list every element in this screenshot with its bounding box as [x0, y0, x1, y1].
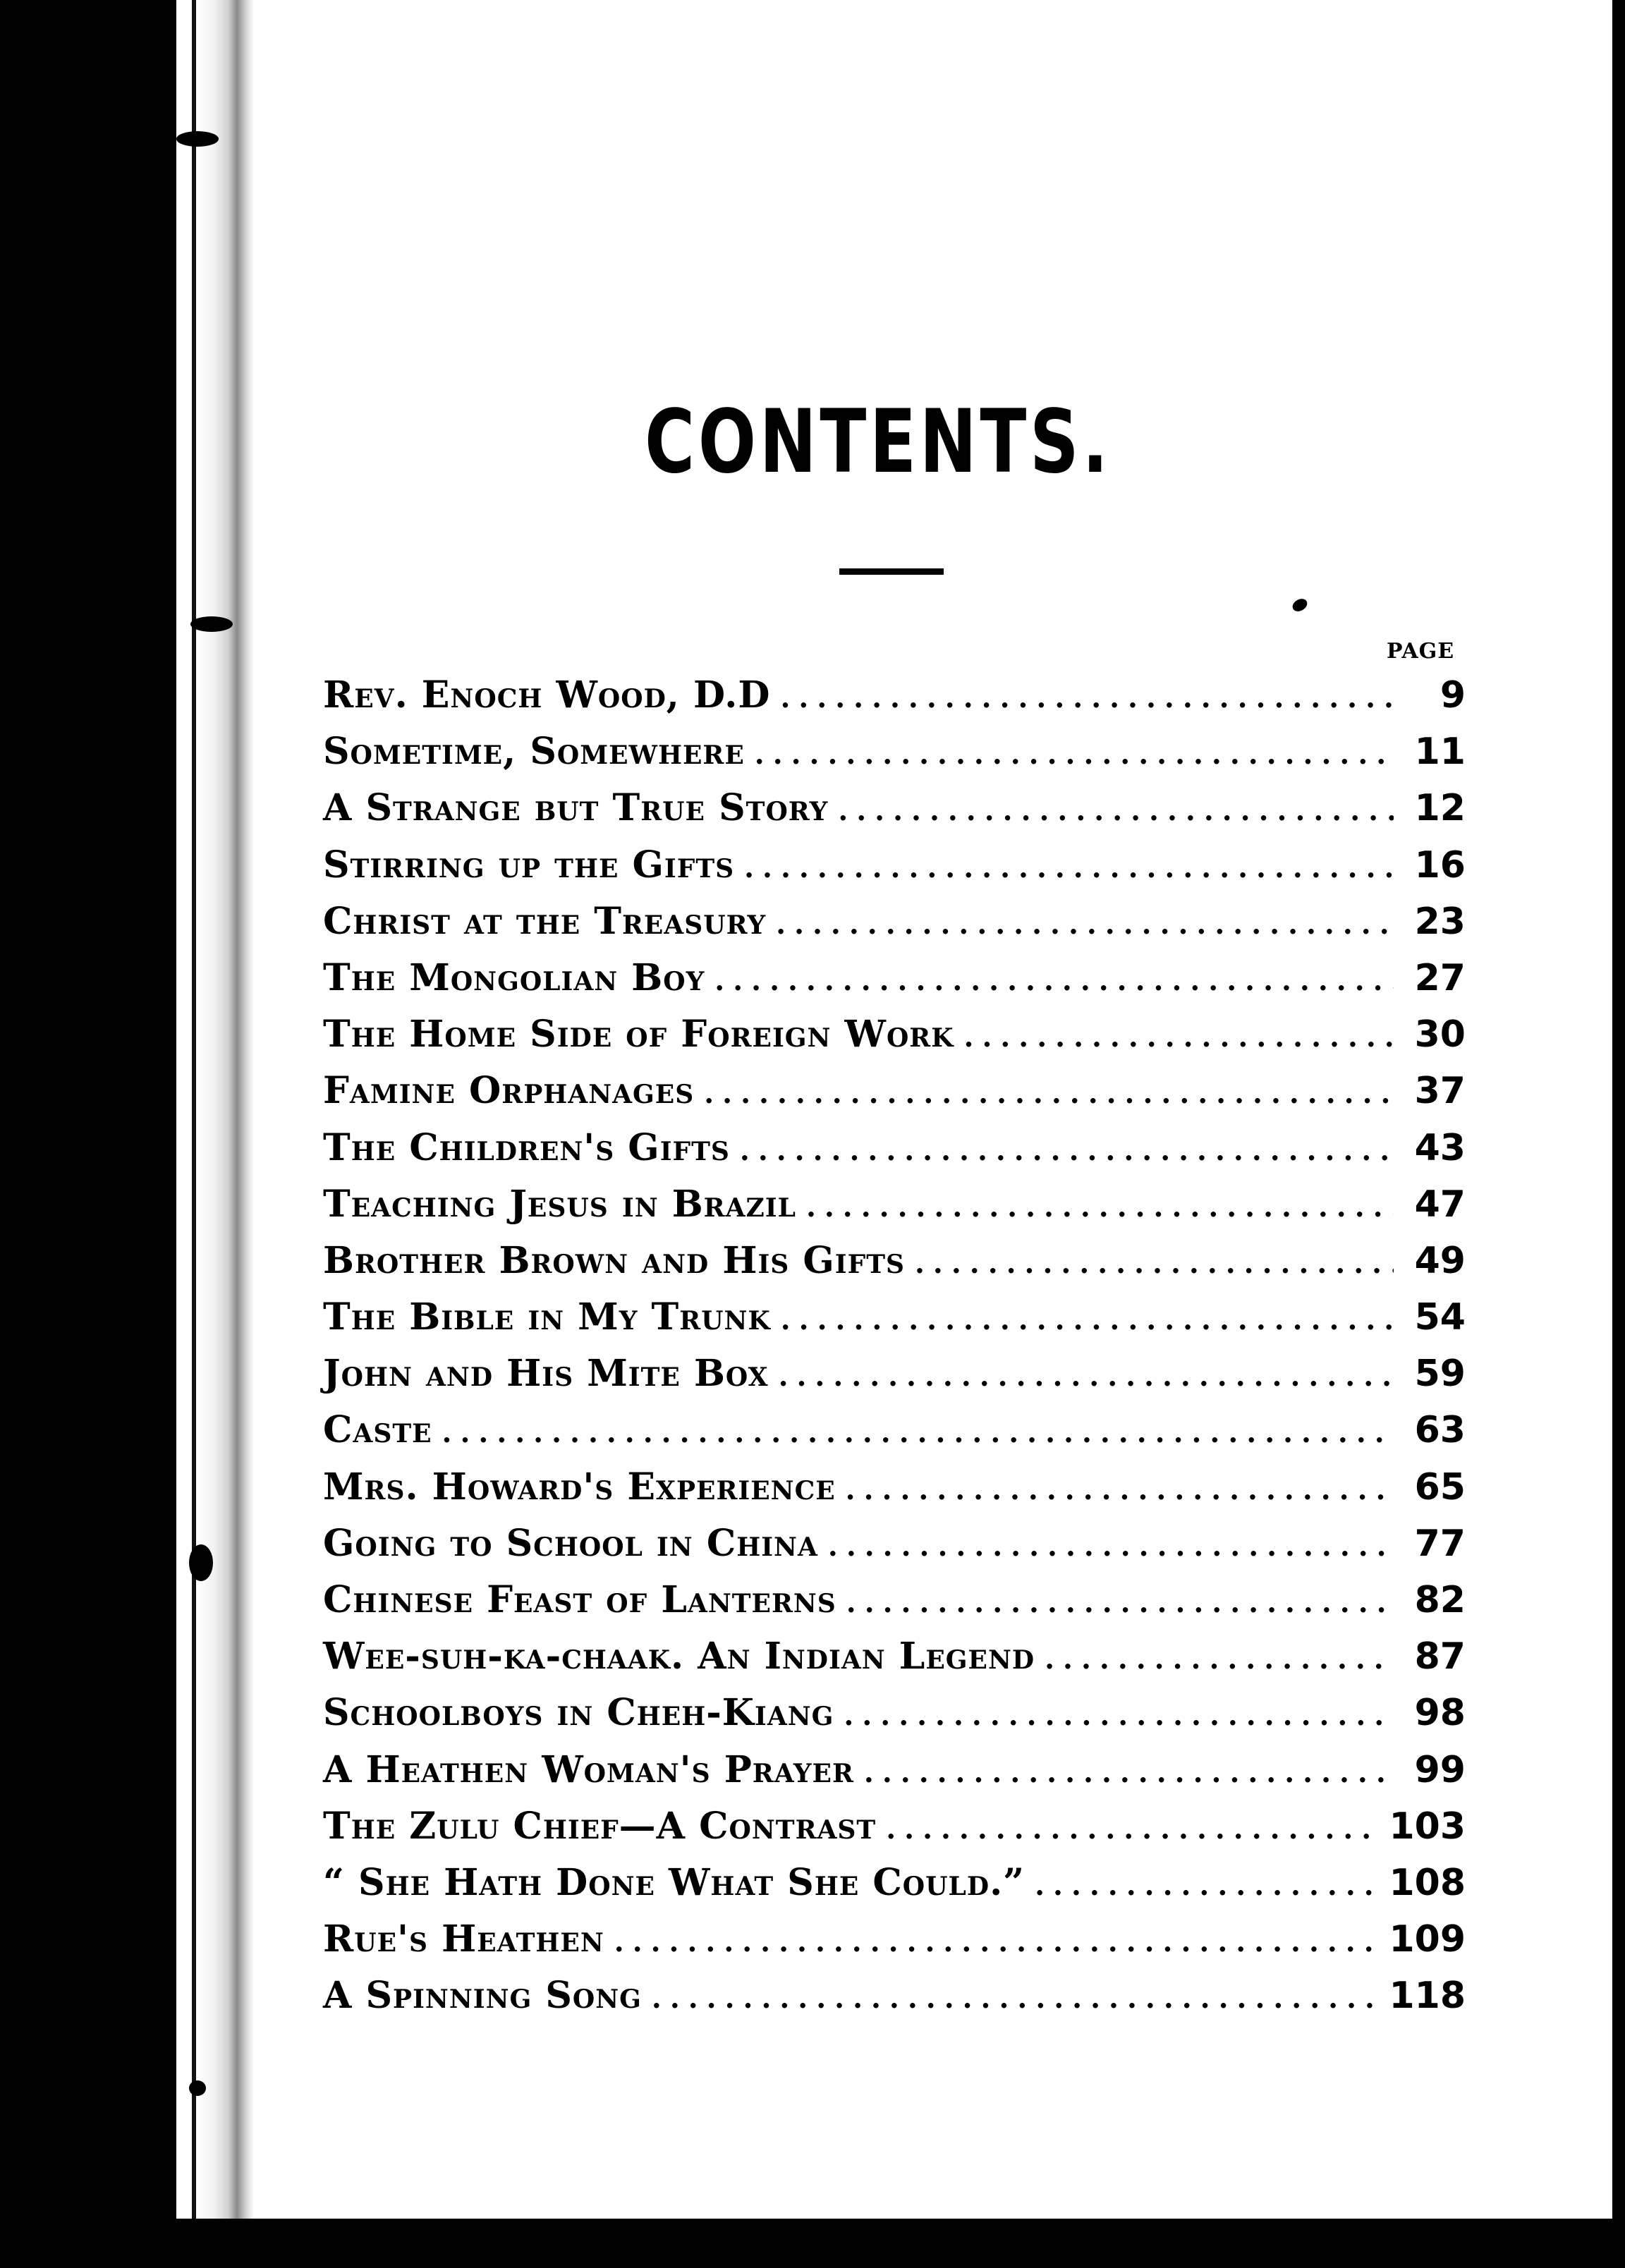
toc-entry	[323, 1069, 1466, 1126]
toc-entry-page: 65	[1414, 1465, 1466, 1508]
toc-entry-title: The Home Side of Foreign Work	[323, 1013, 954, 1056]
dot-leader	[846, 1473, 1394, 1506]
dot-leader	[744, 851, 1394, 884]
toc-entry	[323, 843, 1466, 900]
toc-entry-page: 27	[1414, 956, 1466, 999]
dot-leader	[806, 1190, 1394, 1224]
toc-entry-page: 49	[1414, 1239, 1466, 1282]
dot-leader	[844, 1699, 1394, 1732]
toc-entry-page: 59	[1414, 1353, 1466, 1396]
toc-entry	[323, 1691, 1466, 1748]
dot-leader	[779, 1360, 1394, 1393]
toc-entry-page: 99	[1414, 1748, 1466, 1791]
dot-leader	[886, 1812, 1379, 1846]
dot-leader	[755, 738, 1394, 771]
toc-entry-title: A Heathen Woman's Prayer	[323, 1748, 854, 1791]
binding-edge-line	[192, 0, 196, 2268]
page-column-heading: PAGE	[1387, 639, 1455, 664]
dot-leader	[864, 1756, 1394, 1789]
toc-entry-title: A Spinning Song	[323, 1974, 642, 2018]
toc-entry-title: Famine Orphanages	[323, 1069, 695, 1113]
toc-entry-page: 47	[1414, 1183, 1466, 1226]
toc-entry	[323, 1295, 1466, 1352]
contents-title: CONTENTS.	[645, 391, 1112, 493]
toc-entry	[323, 1805, 1466, 1861]
toc-entry-page: 118	[1389, 1975, 1466, 2018]
dot-leader	[781, 1303, 1394, 1336]
toc-entry	[323, 1918, 1466, 1974]
ink-speck	[1290, 597, 1309, 614]
toc-entry-title: A Strange but True Story	[323, 786, 829, 830]
toc-entry	[323, 673, 1466, 730]
binding-mark	[176, 131, 219, 147]
toc-entry	[323, 1861, 1466, 1918]
dot-leader	[846, 1586, 1394, 1619]
toc-entry-page: 63	[1414, 1409, 1466, 1452]
toc-entry	[323, 730, 1466, 786]
toc-entry-page: 82	[1414, 1579, 1466, 1621]
binding-shadow	[0, 0, 176, 2268]
toc-entry-page: 12	[1414, 787, 1466, 830]
toc-entry-title: Chinese Feast of Lanterns	[323, 1578, 836, 1621]
dot-leader	[704, 1077, 1394, 1110]
toc-entry-page: 54	[1414, 1296, 1466, 1339]
toc-entry	[323, 956, 1466, 1013]
toc-entry-title: Schoolboys in Cheh-Kiang	[323, 1691, 834, 1735]
dot-leader	[442, 1416, 1394, 1449]
binding-mark	[189, 2080, 206, 2096]
toc-entry-title: The Mongolian Boy	[323, 956, 705, 999]
toc-entry	[323, 1635, 1466, 1691]
toc-entry-title: The Zulu Chief—A Contrast	[323, 1804, 877, 1848]
toc-entry-page: 11	[1414, 731, 1466, 774]
table-of-contents	[323, 673, 1466, 2031]
toc-entry	[323, 1239, 1466, 1295]
toc-entry-title: The Bible in My Trunk	[323, 1295, 771, 1339]
toc-entry-page: 87	[1414, 1635, 1466, 1678]
toc-entry-title: Stirring up the Gifts	[323, 843, 735, 886]
dot-leader	[740, 1134, 1394, 1167]
toc-entry-page: 9	[1440, 674, 1466, 717]
toc-entry-page: 108	[1389, 1861, 1466, 1904]
page-fold	[197, 0, 254, 2268]
binding-mark	[190, 616, 233, 632]
toc-entry-title: “ She Hath Done What She Could.”	[323, 1860, 1025, 1904]
toc-entry	[323, 786, 1466, 843]
toc-entry-page: 30	[1414, 1013, 1466, 1056]
toc-entry	[323, 1408, 1466, 1465]
scan-edge-right	[1612, 0, 1625, 2268]
toc-entry-title: Wee-suh-ka-chaak. An Indian Legend	[323, 1635, 1035, 1678]
toc-entry	[323, 1522, 1466, 1578]
toc-entry-page: 16	[1414, 843, 1466, 886]
dot-leader	[838, 794, 1394, 827]
toc-entry-title: Rue's Heathen	[323, 1918, 604, 1961]
toc-entry	[323, 1748, 1466, 1805]
toc-entry-title: Sometime, Somewhere	[323, 730, 745, 774]
toc-entry	[323, 1183, 1466, 1239]
toc-entry-page: 43	[1414, 1126, 1466, 1169]
toc-entry-page: 98	[1414, 1692, 1466, 1735]
dot-leader	[1045, 1642, 1394, 1676]
toc-entry-title: Mrs. Howard's Experience	[323, 1465, 836, 1508]
dot-leader	[915, 1247, 1394, 1280]
dot-leader	[776, 908, 1394, 941]
toc-entry-page: 109	[1389, 1918, 1466, 1961]
toc-entry-title: John and His Mite Box	[323, 1352, 769, 1396]
toc-entry-page: 77	[1414, 1522, 1466, 1565]
toc-entry-title: Rev. Enoch Wood, D.D	[323, 673, 771, 717]
toc-entry	[323, 1465, 1466, 1522]
toc-entry-title: Brother Brown and His Gifts	[323, 1238, 905, 1282]
toc-entry	[323, 1352, 1466, 1408]
dot-leader	[1035, 1869, 1379, 1902]
toc-entry	[323, 1126, 1466, 1183]
toc-entry	[323, 1578, 1466, 1635]
toc-entry-title: Christ at the Treasury	[323, 899, 767, 943]
dot-leader	[652, 1982, 1380, 2015]
dot-leader	[614, 1925, 1380, 1958]
dot-leader	[964, 1020, 1394, 1054]
toc-entry-page: 23	[1414, 900, 1466, 943]
toc-entry-page: 37	[1414, 1070, 1466, 1113]
toc-entry-title: Teaching Jesus in Brazil	[323, 1182, 796, 1226]
toc-entry	[323, 900, 1466, 956]
dot-leader	[828, 1530, 1394, 1563]
title-rule	[839, 568, 944, 575]
toc-entry-title: The Children's Gifts	[323, 1126, 730, 1169]
toc-entry	[323, 1974, 1466, 2030]
toc-entry-title: Caste	[323, 1408, 432, 1452]
dot-leader	[714, 964, 1394, 997]
dot-leader	[780, 681, 1394, 714]
scan-edge-bottom	[0, 2219, 1625, 2268]
toc-entry	[323, 1013, 1466, 1069]
toc-entry-page: 103	[1389, 1805, 1466, 1848]
toc-entry-title: Going to School in China	[323, 1521, 818, 1565]
binding-mark	[189, 1544, 213, 1581]
